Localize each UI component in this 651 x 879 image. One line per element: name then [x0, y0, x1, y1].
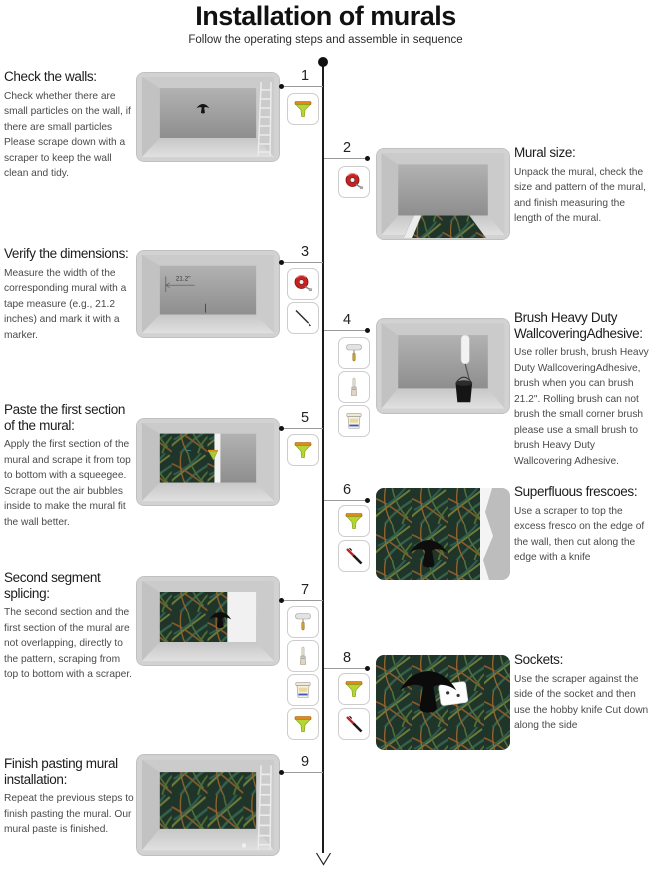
connector-6 [324, 500, 367, 501]
step-6-text [514, 484, 648, 566]
step-1-text [4, 69, 136, 182]
step-number-5: 5 [300, 410, 310, 426]
step-title: Paste the first section of the mural: [4, 402, 126, 433]
room-image-step-6 [376, 488, 510, 580]
room-image-step-1 [136, 72, 280, 162]
step-title: Brush Heavy Duty WallcoveringAdhesive: [514, 310, 643, 341]
step-number-8: 8 [342, 650, 352, 666]
room-image-step-4 [376, 318, 510, 414]
connector-dot-6 [365, 498, 370, 503]
adhesive-bucket-icon [338, 405, 370, 437]
step-title: Finish pasting mural installation: [4, 756, 118, 787]
squeegee-icon [287, 434, 319, 466]
step-title: Mural size: [514, 145, 576, 160]
step-9-text [4, 756, 136, 838]
step-number-9: 9 [300, 754, 310, 770]
step-body: Use the scraper against the side of the socket and then use the hobby knife Cut down along the side [514, 673, 649, 732]
page-subtitle: Follow the operating steps and assemble in sequence [188, 34, 463, 46]
step-2-text [514, 145, 648, 227]
room-image-step-3 [136, 250, 280, 338]
squeegee-icon [338, 505, 370, 537]
step-title: Sockets: [514, 652, 563, 667]
connector-dot-3 [279, 260, 284, 265]
connector-dot-1 [279, 84, 284, 89]
tape-measure-icon [287, 268, 319, 300]
room-image-step-7 [136, 576, 280, 666]
room-image-step-2 [376, 148, 510, 240]
step-7-text [4, 570, 136, 683]
connector-dot-5 [279, 426, 284, 431]
room-image-step-9 [136, 754, 280, 856]
step-number-1: 1 [300, 68, 310, 84]
connector-3 [281, 262, 323, 263]
step-title: Superfluous frescoes: [514, 484, 638, 499]
connector-5 [281, 428, 323, 429]
step-body: Use roller brush, brush Heavy Duty WallcoveringAdhesive, brush when you can brush 21.2". Rolling brush can not brush the small corner brush please use a small brush to brush Heavy Duty Wallcovering Adhesive. [514, 347, 649, 467]
step-number-7: 7 [300, 582, 310, 598]
squeegee-icon [287, 93, 319, 125]
connector-4 [324, 330, 367, 331]
step-8-text [514, 652, 650, 734]
connector-dot-4 [365, 328, 370, 333]
room-image-step-8 [376, 655, 510, 750]
step-body: Apply the first section of the mural and scrape it from top to bottom with a squeegee. Scrape out the air bubbles inside to make the mural fit the wall better. [4, 439, 131, 528]
flat-brush-icon [287, 640, 319, 672]
step-number-3: 3 [300, 244, 310, 260]
connector-dot-2 [365, 156, 370, 161]
tape-measure-icon [338, 166, 370, 198]
page-title: Installation of murals [195, 1, 456, 31]
connector-1 [281, 86, 323, 87]
connector-2 [324, 158, 367, 159]
squeegee-icon [287, 708, 319, 740]
roller-brush-icon [287, 606, 319, 638]
flat-brush-icon [338, 371, 370, 403]
connector-9 [281, 772, 323, 773]
step-4-text [514, 310, 650, 469]
marker-icon [287, 302, 319, 334]
step-body: Repeat the previous steps to finish pasting the mural. Our mural paste is finished. [4, 793, 134, 836]
connector-dot-9 [279, 770, 284, 775]
connector-dot-8 [365, 666, 370, 671]
squeegee-icon [338, 673, 370, 705]
knife-icon [338, 540, 370, 572]
step-number-2: 2 [342, 140, 352, 156]
step-body: Measure the width of the corresponding mural with a tape measure (e.g., 21.2 inches) and mark it with a marker. [4, 267, 127, 341]
connector-dot-7 [279, 598, 284, 603]
step-body: The second section and the first section of the mural are not overlapping, directly to the pattern, scraping from top to bottom with a scraper. [4, 607, 132, 681]
step-body: Use a scraper to top the excess fresco on the edge of the wall, then cut along the edge with a knife [514, 505, 645, 564]
step-title: Second segment splicing: [4, 570, 101, 601]
step-body: Unpack the mural, check the size and pattern of the mural, and finish measuring the length of the mural. [514, 166, 646, 225]
step-title: Check the walls: [4, 69, 97, 84]
timeline-start-dot [318, 57, 328, 67]
measure-label: 21.2" [175, 275, 191, 283]
step-body: Check whether there are small particles on the wall, if there are small particles Please scrape down with a scraper to keep the wall clean and tidy. [4, 90, 131, 180]
connector-7 [281, 600, 323, 601]
room-image-step-5 [136, 418, 280, 506]
step-title: Verify the dimensions: [4, 246, 129, 261]
step-5-text [4, 402, 136, 530]
roller-brush-icon [338, 337, 370, 369]
adhesive-bucket-icon [287, 674, 319, 706]
step-3-text [4, 246, 136, 343]
timeline-line [322, 61, 324, 853]
timeline-arrow-icon [315, 851, 332, 867]
knife-icon [338, 708, 370, 740]
connector-8 [324, 668, 367, 669]
step-number-4: 4 [342, 312, 352, 328]
step-number-6: 6 [342, 482, 352, 498]
